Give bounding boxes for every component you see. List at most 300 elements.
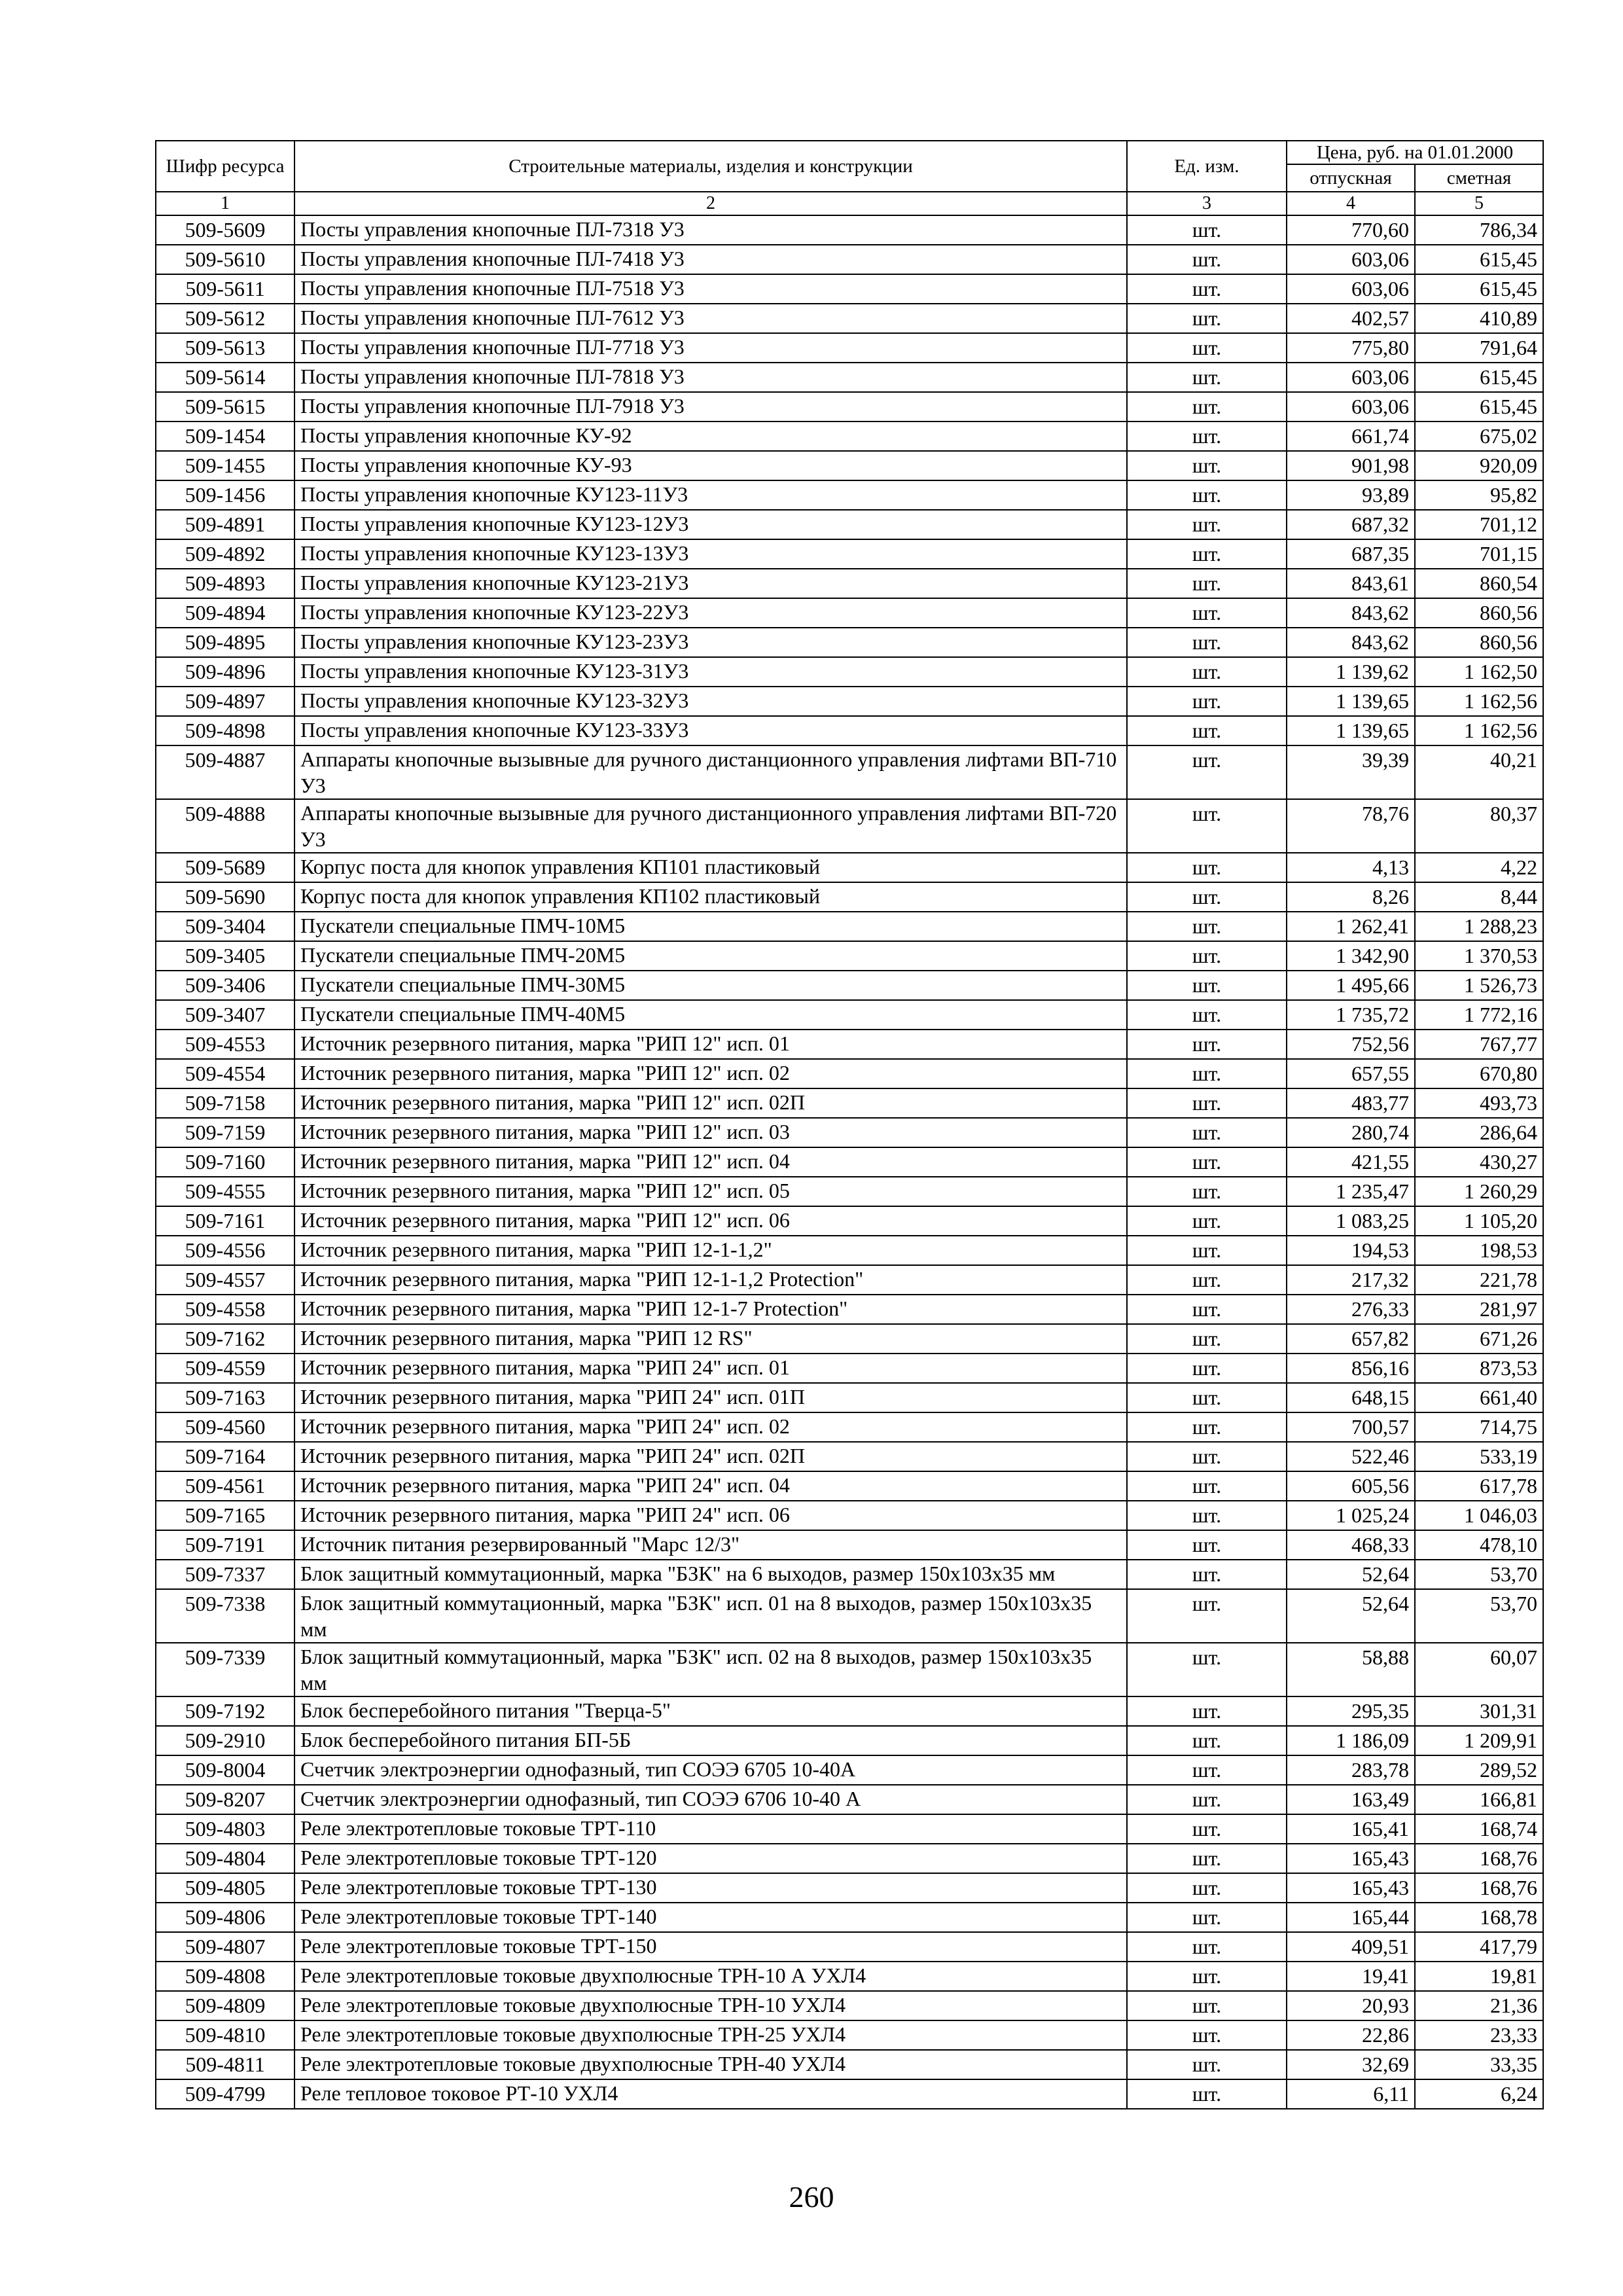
estimate-price: 1 260,29 [1415, 1177, 1543, 1206]
material-name: Посты управления кнопочные КУ123-33У3 [294, 716, 1127, 745]
unit: шт. [1127, 2079, 1287, 2109]
price-document [155, 140, 1543, 2109]
material-name: Посты управления кнопочные КУ123-22У3 [294, 598, 1127, 628]
resource-code: 509-4811 [156, 2050, 294, 2079]
release-price: 52,64 [1287, 1560, 1415, 1589]
release-price: 409,51 [1287, 1932, 1415, 1962]
table-row [156, 853, 1543, 882]
table-row [156, 1295, 1543, 1324]
table-row [156, 1991, 1543, 2020]
table-row [156, 1324, 1543, 1354]
resource-code: 509-3406 [156, 971, 294, 1000]
release-price: 421,55 [1287, 1147, 1415, 1177]
resource-code: 509-4556 [156, 1236, 294, 1265]
table-row [156, 2020, 1543, 2050]
unit: шт. [1127, 1412, 1287, 1442]
release-price: 603,06 [1287, 245, 1415, 274]
material-name: Источник резервного питания, марка "РИП 12" исп. 04 [294, 1147, 1127, 1177]
table-row [156, 1059, 1543, 1088]
resource-code: 509-7339 [156, 1643, 294, 1696]
resource-code: 509-7337 [156, 1560, 294, 1589]
estimate-price: 1 162,56 [1415, 687, 1543, 716]
unit: шт. [1127, 1324, 1287, 1354]
material-name: Реле электротепловые токовые двухполюсные ТРН-40 УХЛ4 [294, 2050, 1127, 2079]
resource-code: 509-7160 [156, 1147, 294, 1177]
resource-code: 509-7163 [156, 1383, 294, 1412]
estimate-price: 1 772,16 [1415, 1000, 1543, 1030]
estimate-price: 478,10 [1415, 1530, 1543, 1560]
material-name: Посты управления кнопочные КУ123-11У3 [294, 480, 1127, 510]
release-price: 522,46 [1287, 1442, 1415, 1471]
material-name: Источник резервного питания, марка "РИП 24" исп. 01 [294, 1354, 1127, 1383]
release-price: 856,16 [1287, 1354, 1415, 1383]
resource-code: 509-1455 [156, 451, 294, 480]
table-row [156, 1412, 1543, 1442]
table-row [156, 333, 1543, 363]
unit: шт. [1127, 716, 1287, 745]
table-row [156, 1755, 1543, 1785]
header-code: Шифр ресурса [156, 141, 294, 192]
col-number-1: 1 [156, 192, 294, 215]
unit: шт. [1127, 510, 1287, 539]
release-price: 8,26 [1287, 882, 1415, 912]
material-name: Источник резервного питания, марка "РИП 24" исп. 02П [294, 1442, 1127, 1471]
resource-code: 509-1456 [156, 480, 294, 510]
unit: шт. [1127, 1177, 1287, 1206]
unit: шт. [1127, 1501, 1287, 1530]
unit: шт. [1127, 1530, 1287, 1560]
unit: шт. [1127, 1814, 1287, 1844]
table-row [156, 245, 1543, 274]
table-row [156, 1118, 1543, 1147]
material-name: Источник резервного питания, марка "РИП 12-1-1,2" [294, 1236, 1127, 1265]
release-price: 402,57 [1287, 304, 1415, 333]
resource-code: 509-4558 [156, 1295, 294, 1324]
resource-code: 509-4891 [156, 510, 294, 539]
table-row [156, 1932, 1543, 1962]
unit: шт. [1127, 1206, 1287, 1236]
estimate-price: 615,45 [1415, 392, 1543, 422]
release-price: 280,74 [1287, 1118, 1415, 1147]
material-name: Пускатели специальные ПМЧ-20М5 [294, 941, 1127, 971]
material-name: Пускатели специальные ПМЧ-10М5 [294, 912, 1127, 941]
release-price: 165,44 [1287, 1903, 1415, 1932]
material-name: Посты управления кнопочные ПЛ-7918 У3 [294, 392, 1127, 422]
release-price: 752,56 [1287, 1030, 1415, 1059]
material-name: Реле электротепловые токовые двухполюсные ТРН-10 А УХЛ4 [294, 1962, 1127, 1991]
release-price: 58,88 [1287, 1643, 1415, 1696]
material-name: Источник резервного питания, марка "РИП 12" исп. 06 [294, 1206, 1127, 1236]
release-price: 648,15 [1287, 1383, 1415, 1412]
release-price: 20,93 [1287, 1991, 1415, 2020]
table-row [156, 274, 1543, 304]
estimate-price: 168,78 [1415, 1903, 1543, 1932]
material-name: Источник резервного питания, марка "РИП 24" исп. 06 [294, 1501, 1127, 1530]
estimate-price: 786,34 [1415, 215, 1543, 245]
release-price: 1 139,62 [1287, 657, 1415, 687]
material-name: Посты управления кнопочные ПЛ-7612 У3 [294, 304, 1127, 333]
release-price: 603,06 [1287, 363, 1415, 392]
material-name: Источник резервного питания, марка "РИП 12" исп. 02П [294, 1088, 1127, 1118]
unit: шт. [1127, 1696, 1287, 1726]
estimate-price: 860,56 [1415, 598, 1543, 628]
table-row [156, 1530, 1543, 1560]
estimate-price: 617,78 [1415, 1471, 1543, 1501]
table-row [156, 480, 1543, 510]
table-row [156, 1030, 1543, 1059]
release-price: 468,33 [1287, 1530, 1415, 1560]
material-name: Блок бесперебойного питания БП-5Б [294, 1726, 1127, 1755]
release-price: 1 139,65 [1287, 716, 1415, 745]
release-price: 1 186,09 [1287, 1726, 1415, 1755]
material-name: Блок защитный коммутационный, марка "БЗК" исп. 01 на 8 выходов, размер 150х103х35 мм [294, 1589, 1127, 1643]
resource-code: 509-4559 [156, 1354, 294, 1383]
table-row [156, 1206, 1543, 1236]
estimate-price: 767,77 [1415, 1030, 1543, 1059]
estimate-price: 168,76 [1415, 1873, 1543, 1903]
unit: шт. [1127, 451, 1287, 480]
table-row [156, 941, 1543, 971]
header-unit: Ед. изм. [1127, 141, 1287, 192]
unit: шт. [1127, 422, 1287, 451]
release-price: 39,39 [1287, 745, 1415, 799]
unit: шт. [1127, 1088, 1287, 1118]
table-row [156, 1471, 1543, 1501]
release-price: 1 735,72 [1287, 1000, 1415, 1030]
resource-code: 509-5613 [156, 333, 294, 363]
header-release-price: отпускная [1287, 164, 1415, 192]
release-price: 687,35 [1287, 539, 1415, 569]
estimate-price: 286,64 [1415, 1118, 1543, 1147]
material-name: Счетчик электроэнергии однофазный, тип СОЭЭ 6705 10-40А [294, 1755, 1127, 1785]
resource-code: 509-5611 [156, 274, 294, 304]
table-row [156, 1589, 1543, 1643]
table-row [156, 1785, 1543, 1814]
table-row [156, 1844, 1543, 1873]
release-price: 165,41 [1287, 1814, 1415, 1844]
material-name: Источник резервного питания, марка "РИП 12" исп. 02 [294, 1059, 1127, 1088]
unit: шт. [1127, 1844, 1287, 1873]
estimate-price: 166,81 [1415, 1785, 1543, 1814]
resource-code: 509-7159 [156, 1118, 294, 1147]
resource-code: 509-4892 [156, 539, 294, 569]
resource-code: 509-5615 [156, 392, 294, 422]
release-price: 4,13 [1287, 853, 1415, 882]
material-name: Источник резервного питания, марка "РИП 12 RS" [294, 1324, 1127, 1354]
material-name: Источник резервного питания, марка "РИП 24" исп. 01П [294, 1383, 1127, 1412]
estimate-price: 4,22 [1415, 853, 1543, 882]
material-name: Корпус поста для кнопок управления КП101 пластиковый [294, 853, 1127, 882]
unit: шт. [1127, 799, 1287, 853]
resource-code: 509-5690 [156, 882, 294, 912]
unit: шт. [1127, 2020, 1287, 2050]
table-row [156, 687, 1543, 716]
unit: шт. [1127, 304, 1287, 333]
material-name: Реле тепловое токовое РТ-10 УХЛ4 [294, 2079, 1127, 2109]
unit: шт. [1127, 1030, 1287, 1059]
resource-code: 509-4560 [156, 1412, 294, 1442]
unit: шт. [1127, 215, 1287, 245]
resource-code: 509-4898 [156, 716, 294, 745]
material-name: Источник резервного питания, марка "РИП 12" исп. 05 [294, 1177, 1127, 1206]
resource-code: 509-4554 [156, 1059, 294, 1088]
estimate-price: 53,70 [1415, 1589, 1543, 1643]
estimate-price: 21,36 [1415, 1991, 1543, 2020]
material-name: Реле электротепловые токовые двухполюсные ТРН-25 УХЛ4 [294, 2020, 1127, 2050]
unit: шт. [1127, 1236, 1287, 1265]
material-name: Посты управления кнопочные КУ-92 [294, 422, 1127, 451]
resource-code: 509-5612 [156, 304, 294, 333]
resource-code: 509-4804 [156, 1844, 294, 1873]
unit: шт. [1127, 363, 1287, 392]
material-name: Посты управления кнопочные ПЛ-7318 У3 [294, 215, 1127, 245]
resource-code: 509-4887 [156, 745, 294, 799]
resource-code: 509-3407 [156, 1000, 294, 1030]
release-price: 194,53 [1287, 1236, 1415, 1265]
estimate-price: 410,89 [1415, 304, 1543, 333]
release-price: 217,32 [1287, 1265, 1415, 1295]
estimate-price: 60,07 [1415, 1643, 1543, 1696]
resource-code: 509-4896 [156, 657, 294, 687]
release-price: 1 262,41 [1287, 912, 1415, 941]
estimate-price: 1 105,20 [1415, 1206, 1543, 1236]
resource-code: 509-7192 [156, 1696, 294, 1726]
estimate-price: 670,80 [1415, 1059, 1543, 1088]
estimate-price: 95,82 [1415, 480, 1543, 510]
estimate-price: 19,81 [1415, 1962, 1543, 1991]
estimate-price: 860,56 [1415, 628, 1543, 657]
page-number: 260 [789, 2180, 834, 2214]
estimate-price: 53,70 [1415, 1560, 1543, 1589]
unit: шт. [1127, 1643, 1287, 1696]
resource-code: 509-4557 [156, 1265, 294, 1295]
resource-code: 509-4805 [156, 1873, 294, 1903]
unit: шт. [1127, 1000, 1287, 1030]
unit: шт. [1127, 1442, 1287, 1471]
estimate-price: 1 162,56 [1415, 716, 1543, 745]
table-row [156, 1383, 1543, 1412]
release-price: 1 025,24 [1287, 1501, 1415, 1530]
material-name: Блок бесперебойного питания "Тверца-5" [294, 1696, 1127, 1726]
unit: шт. [1127, 1118, 1287, 1147]
estimate-price: 714,75 [1415, 1412, 1543, 1442]
release-price: 78,76 [1287, 799, 1415, 853]
release-price: 1 235,47 [1287, 1177, 1415, 1206]
unit: шт. [1127, 941, 1287, 971]
resource-code: 509-4803 [156, 1814, 294, 1844]
resource-code: 509-7164 [156, 1442, 294, 1471]
table-row [156, 1560, 1543, 1589]
unit: шт. [1127, 1059, 1287, 1088]
unit: шт. [1127, 333, 1287, 363]
table-row [156, 422, 1543, 451]
unit: шт. [1127, 569, 1287, 598]
material-name: Пускатели специальные ПМЧ-30М5 [294, 971, 1127, 1000]
resource-code: 509-5614 [156, 363, 294, 392]
resource-code: 509-5609 [156, 215, 294, 245]
release-price: 603,06 [1287, 392, 1415, 422]
release-price: 163,49 [1287, 1785, 1415, 1814]
unit: шт. [1127, 1785, 1287, 1814]
unit: шт. [1127, 1560, 1287, 1589]
price-table [155, 140, 1544, 2109]
col-number-4: 4 [1287, 192, 1415, 215]
estimate-price: 860,54 [1415, 569, 1543, 598]
table-row [156, 598, 1543, 628]
estimate-price: 6,24 [1415, 2079, 1543, 2109]
material-name: Счетчик электроэнергии однофазный, тип СОЭЭ 6706 10-40 А [294, 1785, 1127, 1814]
release-price: 483,77 [1287, 1088, 1415, 1118]
table-row [156, 1177, 1543, 1206]
unit: шт. [1127, 971, 1287, 1000]
material-name: Источник резервного питания, марка "РИП 24" исп. 02 [294, 1412, 1127, 1442]
estimate-price: 1 162,50 [1415, 657, 1543, 687]
estimate-price: 168,76 [1415, 1844, 1543, 1873]
material-name: Источник резервного питания, марка "РИП 12-1-1,2 Protection" [294, 1265, 1127, 1295]
release-price: 93,89 [1287, 480, 1415, 510]
unit: шт. [1127, 2050, 1287, 2079]
unit: шт. [1127, 1755, 1287, 1785]
material-name: Аппараты кнопочные вызывные для ручного дистанционного управления лифтами ВП-710 У3 [294, 745, 1127, 799]
material-name: Корпус поста для кнопок управления КП102 пластиковый [294, 882, 1127, 912]
unit: шт. [1127, 480, 1287, 510]
table-row [156, 1643, 1543, 1696]
estimate-price: 40,21 [1415, 745, 1543, 799]
header-price: Цена, руб. на 01.01.2000 [1287, 141, 1543, 164]
estimate-price: 615,45 [1415, 245, 1543, 274]
unit: шт. [1127, 245, 1287, 274]
resource-code: 509-5610 [156, 245, 294, 274]
unit: шт. [1127, 745, 1287, 799]
unit: шт. [1127, 853, 1287, 882]
col-number-5: 5 [1415, 192, 1543, 215]
resource-code: 509-4897 [156, 687, 294, 716]
estimate-price: 430,27 [1415, 1147, 1543, 1177]
estimate-price: 1 046,03 [1415, 1501, 1543, 1530]
table-row [156, 971, 1543, 1000]
table-row [156, 1354, 1543, 1383]
resource-code: 509-4808 [156, 1962, 294, 1991]
column-numbers-row [156, 192, 1543, 215]
release-price: 276,33 [1287, 1295, 1415, 1324]
release-price: 1 342,90 [1287, 941, 1415, 971]
estimate-price: 615,45 [1415, 274, 1543, 304]
table-row [156, 215, 1543, 245]
release-price: 19,41 [1287, 1962, 1415, 1991]
material-name: Реле электротепловые токовые ТРТ-140 [294, 1903, 1127, 1932]
release-price: 295,35 [1287, 1696, 1415, 1726]
resource-code: 509-4806 [156, 1903, 294, 1932]
material-name: Посты управления кнопочные КУ123-21У3 [294, 569, 1127, 598]
release-price: 843,62 [1287, 628, 1415, 657]
estimate-price: 8,44 [1415, 882, 1543, 912]
resource-code: 509-7191 [156, 1530, 294, 1560]
estimate-price: 33,35 [1415, 2050, 1543, 2079]
estimate-price: 533,19 [1415, 1442, 1543, 1471]
resource-code: 509-4888 [156, 799, 294, 853]
header-row [156, 141, 1543, 164]
material-name: Реле электротепловые токовые ТРТ-110 [294, 1814, 1127, 1844]
material-name: Пускатели специальные ПМЧ-40М5 [294, 1000, 1127, 1030]
release-price: 22,86 [1287, 2020, 1415, 2050]
table-row [156, 1726, 1543, 1755]
estimate-price: 701,15 [1415, 539, 1543, 569]
table-row [156, 716, 1543, 745]
release-price: 6,11 [1287, 2079, 1415, 2109]
estimate-price: 289,52 [1415, 1755, 1543, 1785]
material-name: Посты управления кнопочные ПЛ-7718 У3 [294, 333, 1127, 363]
estimate-price: 701,12 [1415, 510, 1543, 539]
table-row [156, 363, 1543, 392]
release-price: 1 083,25 [1287, 1206, 1415, 1236]
table-row [156, 539, 1543, 569]
resource-code: 509-4553 [156, 1030, 294, 1059]
estimate-price: 1 209,91 [1415, 1726, 1543, 1755]
unit: шт. [1127, 392, 1287, 422]
estimate-price: 417,79 [1415, 1932, 1543, 1962]
resource-code: 509-8207 [156, 1785, 294, 1814]
release-price: 603,06 [1287, 274, 1415, 304]
material-name: Посты управления кнопочные КУ123-12У3 [294, 510, 1127, 539]
estimate-price: 615,45 [1415, 363, 1543, 392]
material-name: Посты управления кнопочные КУ123-13У3 [294, 539, 1127, 569]
estimate-price: 281,97 [1415, 1295, 1543, 1324]
material-name: Реле электротепловые токовые двухполюсные ТРН-10 УХЛ4 [294, 1991, 1127, 2020]
unit: шт. [1127, 628, 1287, 657]
resource-code: 509-7165 [156, 1501, 294, 1530]
table-row [156, 1903, 1543, 1932]
material-name: Источник резервного питания, марка "РИП 12-1-7 Protection" [294, 1295, 1127, 1324]
resource-code: 509-2910 [156, 1726, 294, 1755]
estimate-price: 301,31 [1415, 1696, 1543, 1726]
material-name: Блок защитный коммутационный, марка "БЗК" исп. 02 на 8 выходов, размер 150х103х35 мм [294, 1643, 1127, 1696]
resource-code: 509-4561 [156, 1471, 294, 1501]
resource-code: 509-4807 [156, 1932, 294, 1962]
resource-code: 509-8004 [156, 1755, 294, 1785]
resource-code: 509-5689 [156, 853, 294, 882]
table-row [156, 1501, 1543, 1530]
table-row [156, 1000, 1543, 1030]
unit: шт. [1127, 657, 1287, 687]
unit: шт. [1127, 598, 1287, 628]
release-price: 283,78 [1287, 1755, 1415, 1785]
resource-code: 509-7161 [156, 1206, 294, 1236]
unit: шт. [1127, 1471, 1287, 1501]
table-row [156, 2079, 1543, 2109]
material-name: Посты управления кнопочные КУ123-23У3 [294, 628, 1127, 657]
resource-code: 509-4894 [156, 598, 294, 628]
table-row [156, 1962, 1543, 1991]
material-name: Посты управления кнопочные КУ123-32У3 [294, 687, 1127, 716]
release-price: 687,32 [1287, 510, 1415, 539]
header-name: Строительные материалы, изделия и конструкции [294, 141, 1127, 192]
estimate-price: 168,74 [1415, 1814, 1543, 1844]
resource-code: 509-3404 [156, 912, 294, 941]
table-row [156, 882, 1543, 912]
unit: шт. [1127, 1147, 1287, 1177]
release-price: 775,80 [1287, 333, 1415, 363]
col-number-3: 3 [1127, 192, 1287, 215]
release-price: 165,43 [1287, 1844, 1415, 1873]
estimate-price: 1 526,73 [1415, 971, 1543, 1000]
estimate-price: 791,64 [1415, 333, 1543, 363]
resource-code: 509-4799 [156, 2079, 294, 2109]
release-price: 661,74 [1287, 422, 1415, 451]
unit: шт. [1127, 1903, 1287, 1932]
material-name: Посты управления кнопочные ПЛ-7818 У3 [294, 363, 1127, 392]
table-row [156, 1265, 1543, 1295]
release-price: 52,64 [1287, 1589, 1415, 1643]
